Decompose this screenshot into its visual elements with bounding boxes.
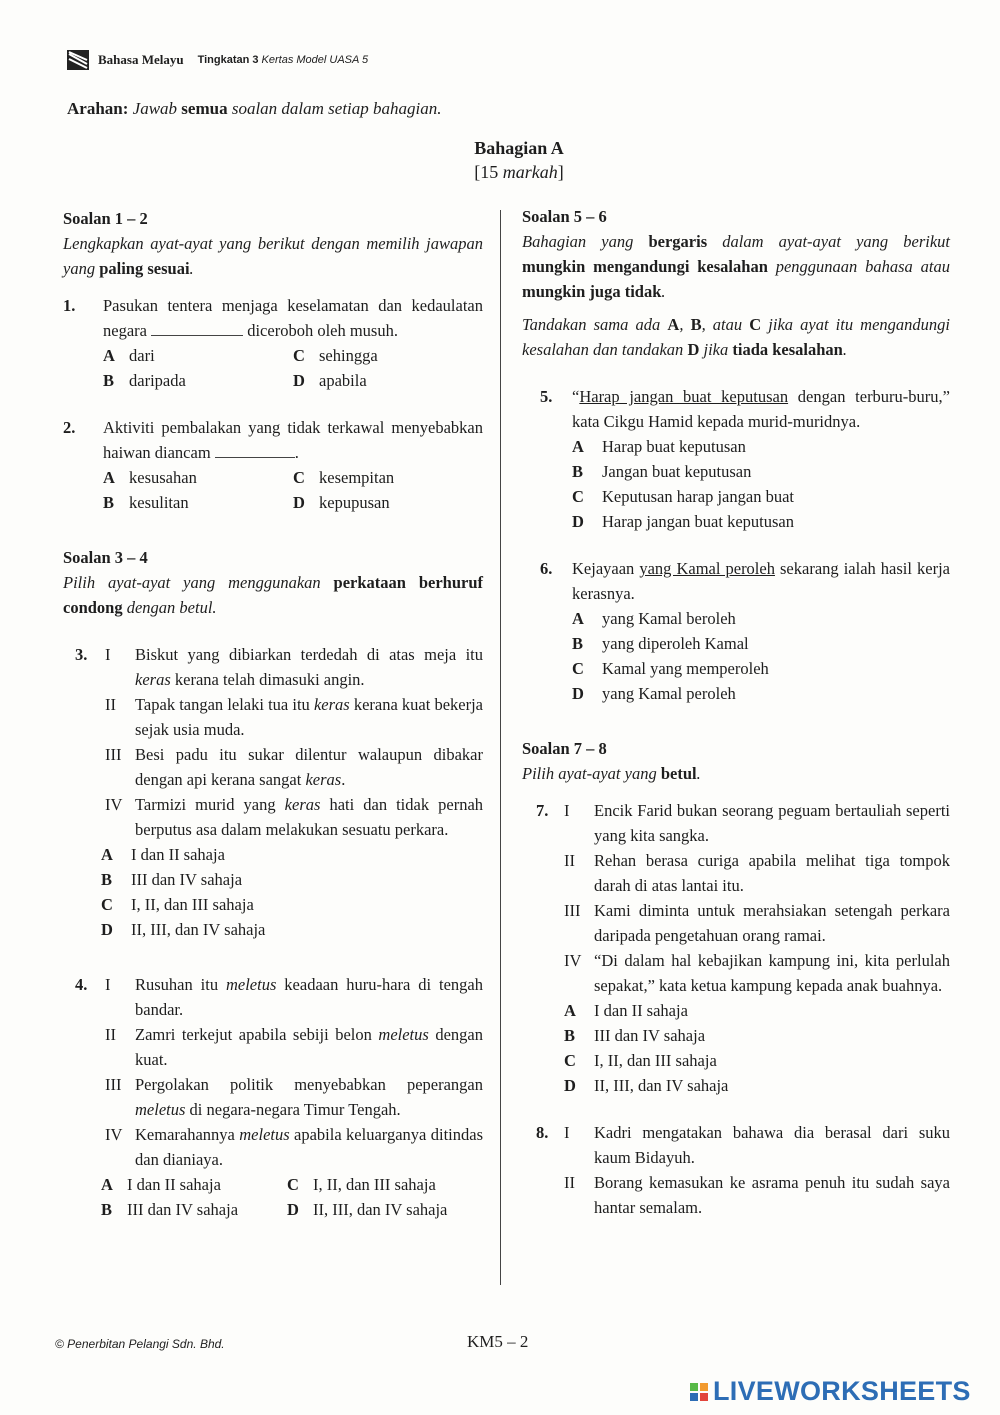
form-level: Tingkatan 3 xyxy=(197,54,259,66)
option[interactable]: D II, III, dan IV sahaja xyxy=(101,920,266,939)
option[interactable]: A Harap buat keputusan xyxy=(572,437,746,456)
publisher-logo-icon xyxy=(67,50,89,70)
liveworksheets-brand[interactable] xyxy=(690,1376,971,1407)
statement: I Encik Farid bukan seorang peguam bertauliah seperti yang kita sangka. xyxy=(564,801,950,845)
question-group-instruction: Lengkapkan ayat-ayat yang berikut dengan memilih jawapan yang paling sesuai. xyxy=(63,234,483,278)
page-header xyxy=(67,50,368,70)
option[interactable]: C kesempitan xyxy=(293,468,395,487)
option[interactable]: B daripada xyxy=(103,371,186,390)
question-group-instruction: Pilih ayat-ayat yang betul. xyxy=(522,764,701,783)
options-q3 xyxy=(63,842,483,942)
option[interactable]: D II, III, dan IV sahaja xyxy=(564,1076,729,1095)
option[interactable]: A I dan II sahaja xyxy=(564,1001,688,1020)
statement: I Kadri mengatakan bahawa dia berasal dari suku kaum Bidayuh. xyxy=(564,1123,950,1167)
option[interactable]: D II, III, dan IV sahaja xyxy=(287,1200,448,1219)
option[interactable]: A I dan II sahaja xyxy=(101,1175,221,1194)
statement: IV Tarmizi murid yang keras hati dan tidak pernah berputus asa dalam melakukan sesuatu perkara. xyxy=(105,795,484,839)
column-divider xyxy=(500,210,501,1285)
option[interactable]: C I, II, dan III sahaja xyxy=(564,1051,717,1070)
question-group-instruction: Tandakan sama ada A, B, atau C jika ayat itu mengandungi kesalahan dan tandakan D jika tiada kesalahan. xyxy=(522,315,951,359)
option[interactable]: B yang diperoleh Kamal xyxy=(572,634,749,653)
answer-blank[interactable] xyxy=(215,444,295,458)
publisher-credit: © Penerbitan Pelangi Sdn. Bhd. xyxy=(55,1337,225,1351)
question-7: 7. I Encik Farid bukan seorang peguam bertauliah seperti yang kita sangka. II Rehan berasa curiga apabila melihat tiga tompok darah di atas lantai itu. III Kami diminta untuk merahsiakan setengah perkara daripada pengetahuan orang ramai. IV “Di dalam hal kebajikan kampung ini, kita perlulah sepakat,” kata ketua kampung kepada anak buahnya. A I dan II sahaja B III dan IV sahaja C I, II, dan III sahaja D II, III, dan IV sahaja xyxy=(522,798,950,1098)
statement: IV “Di dalam hal kebajikan kampung ini, kita perlulah sepakat,” kata ketua kampung kepada anak buahnya. xyxy=(564,951,950,995)
section-marks: [15 markah] xyxy=(474,162,564,182)
option[interactable]: B kesulitan xyxy=(103,493,189,512)
option[interactable]: A yang Kamal beroleh xyxy=(572,609,736,628)
option[interactable]: D Harap jangan buat keputusan xyxy=(572,512,794,531)
option[interactable]: B III dan IV sahaja xyxy=(101,870,243,889)
options-q5 xyxy=(522,434,950,534)
option[interactable]: B III dan IV sahaja xyxy=(101,1200,239,1219)
statement: II Tapak tangan lelaki tua itu keras kerana kuat bekerja sejak usia muda. xyxy=(105,695,484,739)
underlined-phrase: Harap jangan buat keputusan xyxy=(579,387,789,406)
left-column xyxy=(63,206,483,1222)
option[interactable]: C sehingga xyxy=(293,346,378,365)
page-number: KM5 – 2 xyxy=(467,1332,529,1351)
right-column xyxy=(522,204,950,1220)
statement: III Besi padu itu sukar dilentur walaupun dibakar dengan api kerana sangat keras. xyxy=(105,745,483,789)
options-q2 xyxy=(63,465,483,515)
option[interactable]: B Jangan buat keputusan xyxy=(572,462,752,481)
option[interactable]: A dari xyxy=(103,346,155,365)
option[interactable]: D kepupusan xyxy=(293,493,390,512)
statement: IV Kemarahannya meletus apabila keluarganya ditindas dan dianiaya. xyxy=(105,1125,483,1169)
question-2: 2. Aktiviti pembalakan yang tidak terkawal menyebabkan haiwan diancam . xyxy=(63,418,483,462)
options-q7 xyxy=(522,998,950,1098)
question-8: 8. I Kadri mengatakan bahawa dia berasal dari suku kaum Bidayuh. II Borang kemasukan ke asrama penuh itu sudah saya hantar semalam. xyxy=(522,1120,950,1220)
statement: II Zamri terkejut apabila sebiji belon meletus dengan kuat. xyxy=(105,1025,483,1069)
question-5: 5. “Harap jangan buat keputusan dengan terburu-buru,” kata Cikgu Hamid kepada murid-muridnya. A Harap buat keputusan B Jangan buat keputusan C Keputusan harap jangan buat D Harap jangan buat keputusan xyxy=(522,384,950,534)
statement: III Pergolakan politik menyebabkan peperangan meletus di negara-negara Timur Tengah. xyxy=(105,1075,483,1119)
question-group-heading: Soalan 5 – 6 xyxy=(522,207,607,226)
question-group-heading: Soalan 1 – 2 xyxy=(63,209,148,228)
option[interactable]: C I, II, dan III sahaja xyxy=(287,1175,436,1194)
liveworksheets-logo-icon xyxy=(690,1383,708,1401)
option[interactable]: B III dan IV sahaja xyxy=(564,1026,706,1045)
subject-name: Bahasa Melayu xyxy=(98,52,184,67)
option[interactable]: C Keputusan harap jangan buat xyxy=(572,487,794,506)
question-6: 6. Kejayaan yang Kamal peroleh sekarang ialah hasil kerja kerasnya. A yang Kamal beroleh B yang diperoleh Kamal C Kamal yang memperoleh D yang Kamal peroleh xyxy=(522,556,950,706)
question-3: 3. I Biskut yang dibiarkan terdedah di atas meja itu keras kerana telah dimasuki angin. II Tapak tangan lelaki tua itu keras kerana kuat bekerja sejak usia muda. III Besi padu itu sukar dilentur walaupun dibakar dengan api kerana sangat keras. IV Tarmizi murid yang keras hati dan tidak pernah berputus asa dalam melakukan sesuatu perkara. A I dan II sahaja B III dan IV sahaja C I, II, dan III sahaja D II, III, dan IV sahaja xyxy=(63,642,483,942)
options-q4 xyxy=(63,1172,483,1222)
directive: Arahan: Jawab semua soalan dalam setiap bahagian. xyxy=(67,99,442,118)
statement: I Biskut yang dibiarkan terdedah di atas meja itu keras kerana telah dimasuki angin. xyxy=(105,645,483,689)
question-group-heading: Soalan 7 – 8 xyxy=(522,739,607,758)
option[interactable]: C Kamal yang memperoleh xyxy=(572,659,769,678)
options-q1 xyxy=(63,343,483,393)
statement: III Kami diminta untuk merahsiakan setengah perkara daripada pengetahuan orang ramai. xyxy=(564,901,950,945)
statement: II Rehan berasa curiga apabila melihat tiga tompok darah di atas lantai itu. xyxy=(564,851,950,895)
section-title: Bahagian A xyxy=(474,138,564,158)
options-q6 xyxy=(522,606,950,706)
option[interactable]: A kesusahan xyxy=(103,468,197,487)
statement: I Rusuhan itu meletus keadaan huru-hara di tengah bandar. xyxy=(105,975,483,1019)
option[interactable]: A I dan II sahaja xyxy=(101,845,225,864)
brand-text: LIVEWORKSHEETS xyxy=(713,1376,971,1406)
paper-title: Kertas Model UASA 5 xyxy=(261,54,369,66)
underlined-phrase: yang Kamal peroleh xyxy=(639,559,775,578)
question-group-heading: Soalan 3 – 4 xyxy=(63,548,148,567)
option[interactable]: C I, II, dan III sahaja xyxy=(101,895,254,914)
option[interactable]: D apabila xyxy=(293,371,367,390)
option[interactable]: D yang Kamal peroleh xyxy=(572,684,736,703)
question-4: 4. I Rusuhan itu meletus keadaan huru-hara di tengah bandar. II Zamri terkejut apabila sebiji belon meletus dengan kuat. III Pergolakan politik menyebabkan peperangan meletus di negara-negara Timur Tengah. IV Kemarahannya meletus apabila keluarganya ditindas dan dianiaya. A I dan II sahaja C I, II, dan III sahaja B III dan IV sahaja D II, III, dan IV sahaja xyxy=(63,972,483,1222)
question-1: 1. Pasukan tentera menjaga keselamatan dan kedaulatan negara diceroboh oleh musuh. xyxy=(63,296,483,340)
statement: II Borang kemasukan ke asrama penuh itu sudah saya hantar semalam. xyxy=(564,1173,950,1217)
question-group-instruction: Bahagian yang bergaris dalam ayat-ayat yang berikut mungkin mengandungi kesalahan penggunaan bahasa atau mungkin juga tidak. xyxy=(522,232,950,301)
answer-blank[interactable] xyxy=(151,322,243,336)
question-group-instruction: Pilih ayat-ayat yang menggunakan perkataan berhuruf condong dengan betul. xyxy=(63,573,483,617)
